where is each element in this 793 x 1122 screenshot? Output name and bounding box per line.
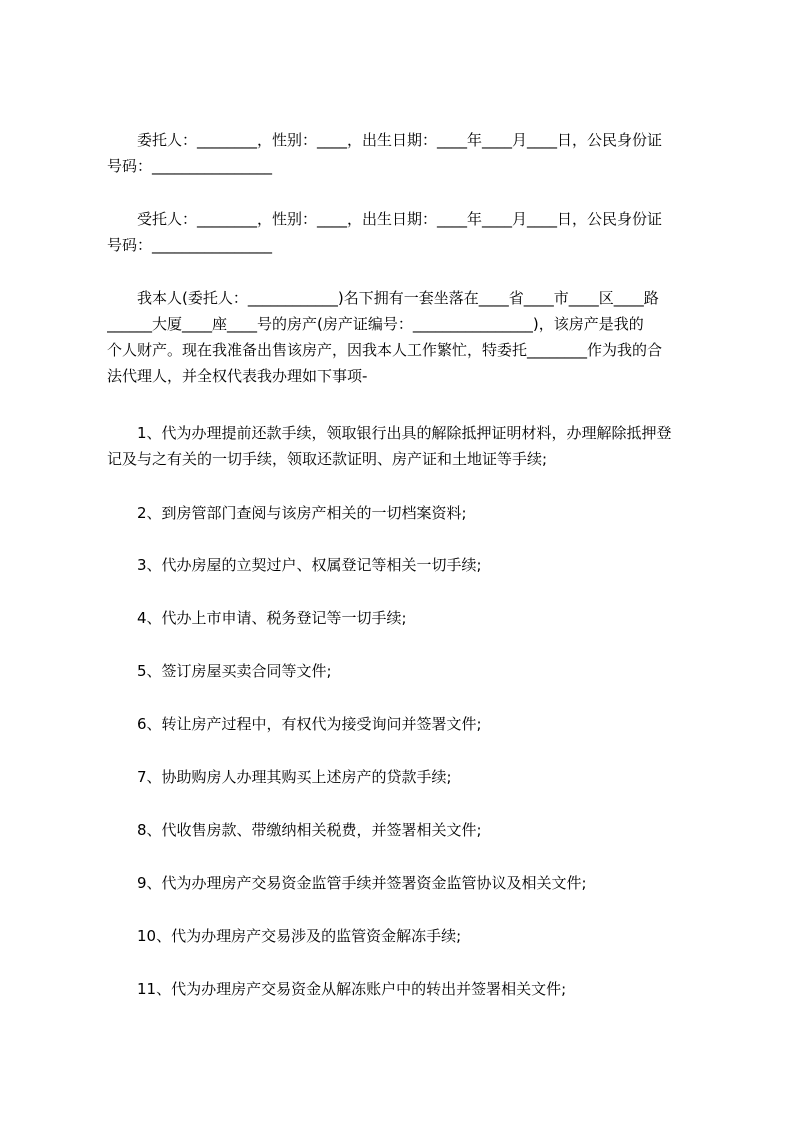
principal-line-1: 委托人：________，性别：____，出生日期：____年____月____日，公民身份证 — [137, 131, 663, 149]
list-item-1-line-1: 1、代为办理提前还款手续，领取银行出具的解除抵押证明材料，办理解除抵押登 — [137, 424, 672, 442]
list-item-4-text: 4、代办上市申请、税务登记等一切手续; — [137, 609, 407, 627]
list-item-4 — [107, 605, 707, 631]
list-item-3 — [107, 552, 707, 578]
list-item-7-text: 7、协助购房人办理其购买上述房产的贷款手续; — [137, 768, 452, 786]
list-item-1 — [107, 420, 707, 472]
principal-paragraph — [107, 127, 707, 179]
list-item-8 — [107, 817, 707, 843]
list-item-10 — [107, 923, 707, 949]
list-item-6 — [107, 711, 707, 737]
list-item-1-line-2: 记及与之有关的一切手续，领取还款证明、房产证和土地证等手续; — [107, 450, 548, 468]
list-item-7 — [107, 764, 707, 790]
list-item-11-text: 11、代为办理房产交易资金从解冻账户中的转出并签署相关文件; — [137, 980, 567, 998]
statement-line-2: ______大厦____座____号的房产(房产证编号：________________)，该房产是我的 — [107, 315, 644, 333]
list-item-8-text: 8、代收售房款、带缴纳相关税费，并签署相关文件; — [137, 821, 482, 839]
list-item-11 — [107, 976, 707, 1002]
list-item-5-text: 5、签订房屋买卖合同等文件; — [137, 662, 332, 680]
agent-line-2: 号码：________________ — [107, 236, 273, 254]
list-item-9 — [107, 870, 707, 896]
list-item-3-text: 3、代办房屋的立契过户、权属登记等相关一切手续; — [137, 556, 482, 574]
list-item-6-text: 6、转让房产过程中，有权代为接受询问并签署文件; — [137, 715, 482, 733]
statement-line-1: 我本人(委托人：____________)名下拥有一套坐落在____省____市____区____路 — [137, 289, 659, 307]
statement-line-4: 法代理人，并全权代表我办理如下事项- — [107, 367, 368, 385]
list-item-5 — [107, 658, 707, 684]
statement-line-3: 个人财产。现在我准备出售该房产，因我本人工作繁忙，特委托________作为我的合 — [107, 341, 663, 359]
list-item-2 — [107, 500, 707, 526]
statement-paragraph — [107, 285, 707, 389]
list-item-9-text: 9、代为办理房产交易资金监管手续并签署资金监管协议及相关文件; — [137, 874, 587, 892]
principal-line-2: 号码：________________ — [107, 157, 273, 175]
agent-paragraph — [107, 206, 707, 258]
agent-line-1: 受托人：________，性别：____，出生日期：____年____月____日，公民身份证 — [137, 210, 663, 228]
list-item-2-text: 2、到房管部门查阅与该房产相关的一切档案资料; — [137, 504, 467, 522]
list-item-10-text: 10、代为办理房产交易涉及的监管资金解冻手续; — [137, 927, 462, 945]
